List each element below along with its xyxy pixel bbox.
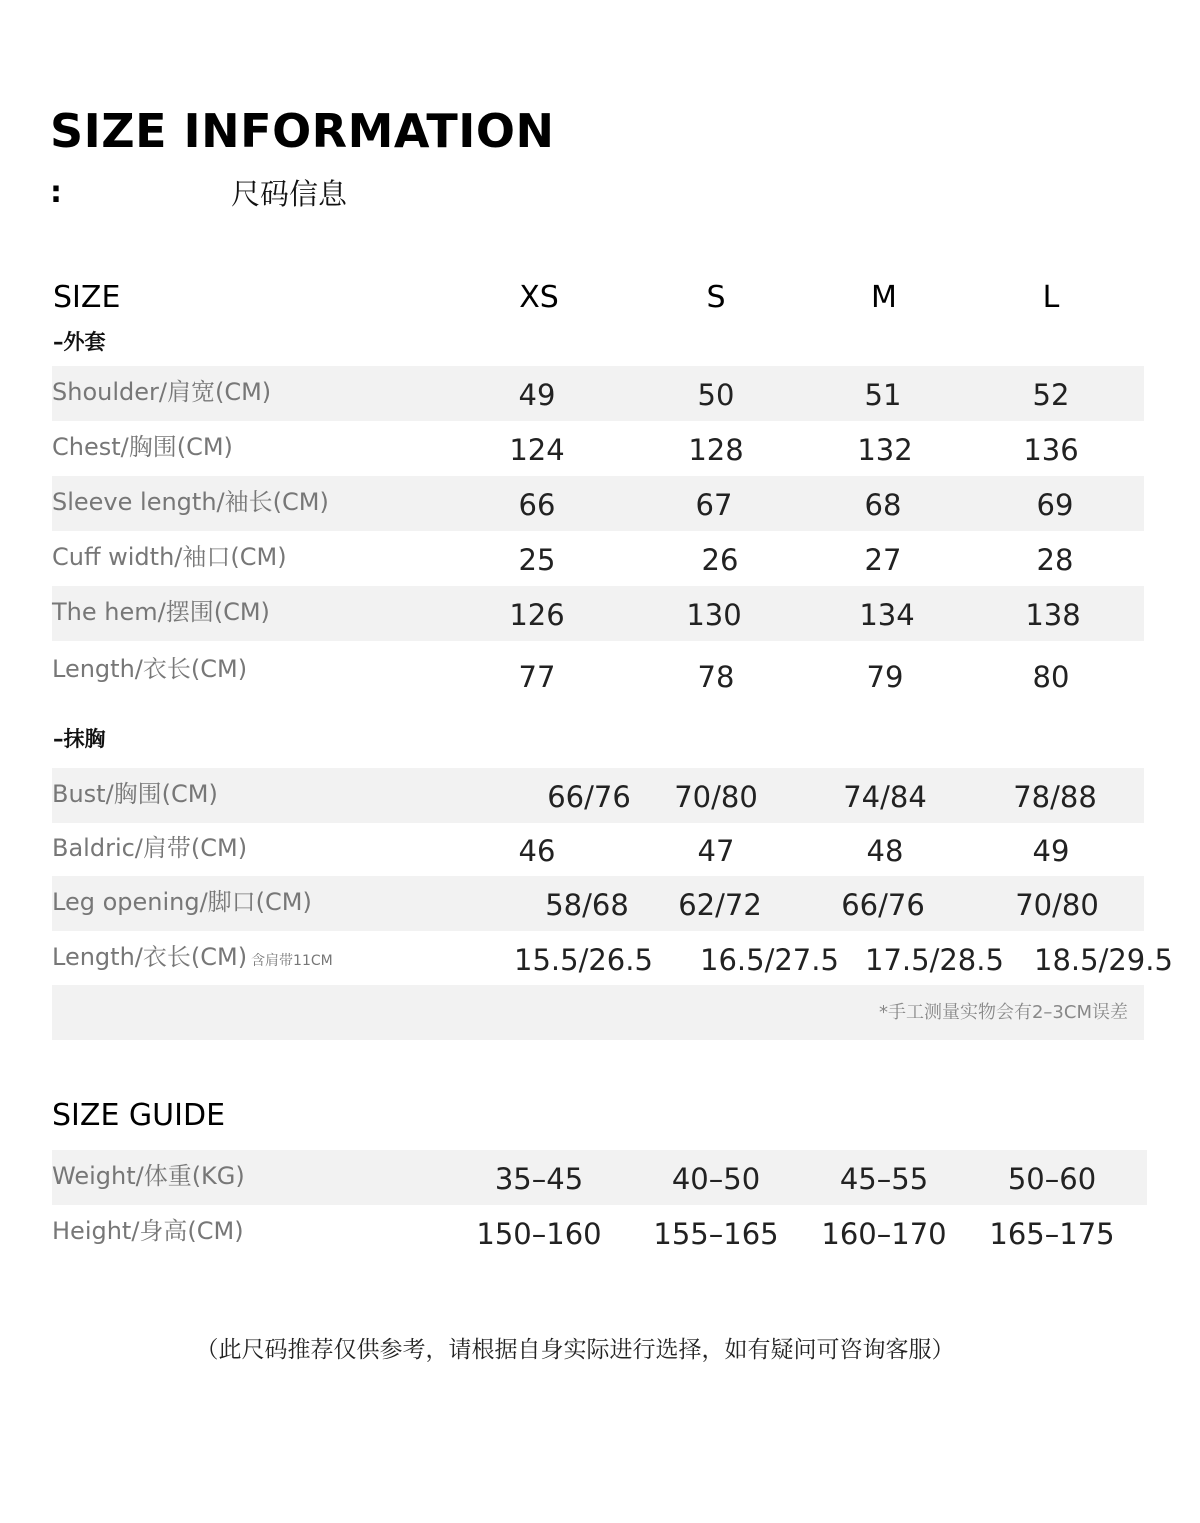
measurement-footnote: *手工测量实物会有2–3CM误差 — [878, 1002, 1128, 1023]
cell-l: 165–175 — [989, 1217, 1115, 1251]
cell-l: 70/80 — [1015, 888, 1099, 922]
table-row — [52, 822, 1144, 877]
table-row — [52, 1205, 1147, 1260]
cell-m: 160–170 — [821, 1217, 947, 1251]
cell-s: 50 — [697, 378, 735, 412]
cell-xs: 15.5/26.5 — [514, 943, 653, 977]
cell-xs: 126 — [509, 598, 565, 632]
cell-m: 132 — [857, 433, 913, 467]
table-row — [52, 643, 1144, 705]
row-label: Leg opening/脚口(CM) — [52, 888, 312, 916]
footnote-row — [52, 985, 1144, 1040]
row-label-note: 含肩带11CM — [251, 953, 333, 969]
table-row — [52, 586, 1144, 641]
cell-l: 138 — [1025, 598, 1081, 632]
row-label: Weight/体重(KG) — [52, 1162, 245, 1190]
cell-xs: 35–45 — [494, 1162, 584, 1196]
cell-m: 17.5/28.5 — [865, 943, 1004, 977]
cell-xs: 77 — [518, 660, 556, 694]
cell-l: 136 — [1023, 433, 1079, 467]
cell-m: 51 — [864, 378, 902, 412]
size-header-label: SIZE — [53, 280, 121, 315]
size-col-l: L — [1042, 280, 1060, 315]
row-label: Shoulder/肩宽(CM) — [52, 378, 272, 406]
row-label: Sleeve length/袖长(CM) — [52, 488, 329, 516]
cell-s: 26 — [701, 543, 739, 577]
size-header-row — [53, 278, 1153, 322]
size-col-xs: XS — [519, 280, 559, 315]
row-label-text: Length/衣长(CM) — [52, 943, 248, 971]
cell-s: 128 — [688, 433, 744, 467]
cell-s: 78 — [697, 660, 735, 694]
cell-s: 47 — [697, 834, 735, 868]
cell-l: 18.5/29.5 — [1034, 943, 1173, 977]
row-label: Height/身高(CM) — [52, 1217, 244, 1245]
cell-xs: 66/76 — [547, 780, 631, 814]
cell-xs: 124 — [509, 433, 565, 467]
size-col-m: M — [871, 280, 897, 315]
row-label: The hem/摆围(CM) — [52, 598, 270, 626]
table-row — [52, 1150, 1147, 1205]
table-row — [52, 531, 1144, 586]
table-row — [52, 366, 1144, 421]
cell-l: 28 — [1036, 543, 1074, 577]
cell-m: 74/84 — [843, 780, 927, 814]
table-row — [52, 421, 1144, 476]
page-title: SIZE INFORMATION — [50, 104, 555, 158]
cell-s: 70/80 — [674, 780, 758, 814]
cell-xs: 46 — [518, 834, 556, 868]
row-label: Cuff width/袖口(CM) — [52, 543, 287, 571]
table-row — [52, 931, 1173, 986]
cell-s: 67 — [695, 488, 733, 522]
cell-m: 45–55 — [839, 1162, 929, 1196]
cell-s: 130 — [686, 598, 742, 632]
cell-m: 27 — [864, 543, 902, 577]
cell-l: 80 — [1032, 660, 1070, 694]
cell-xs: 150–160 — [476, 1217, 602, 1251]
title-colon: : — [50, 175, 62, 210]
cell-l: 49 — [1032, 834, 1070, 868]
cell-s: 62/72 — [678, 888, 762, 922]
cell-xs: 66 — [518, 488, 556, 522]
row-label: Chest/胸围(CM) — [52, 433, 233, 461]
section-label-bandeau: –抹胸 — [53, 727, 106, 751]
cell-s: 155–165 — [653, 1217, 779, 1251]
cell-s: 40–50 — [671, 1162, 761, 1196]
row-label: Baldric/肩带(CM) — [52, 834, 248, 862]
row-label: Length/衣长(CM) — [52, 655, 248, 683]
size-col-s: S — [706, 280, 726, 315]
cell-m: 66/76 — [841, 888, 925, 922]
cell-l: 69 — [1036, 488, 1074, 522]
cell-m: 79 — [866, 660, 904, 694]
disclaimer-text: （此尺码推荐仅供参考，请根据自身实际进行选择，如有疑问可咨询客服） — [195, 1337, 955, 1363]
cell-m: 134 — [859, 598, 915, 632]
section-label-coat: –外套 — [53, 330, 106, 354]
table-row — [52, 876, 1144, 931]
cell-s: 16.5/27.5 — [700, 943, 839, 977]
cell-xs: 25 — [518, 543, 556, 577]
cell-l: 50–60 — [1007, 1162, 1097, 1196]
table-row — [52, 476, 1144, 531]
cell-m: 48 — [866, 834, 904, 868]
cell-l: 52 — [1032, 378, 1070, 412]
size-guide-title: SIZE GUIDE — [52, 1098, 226, 1133]
cell-xs: 49 — [518, 378, 556, 412]
table-row — [52, 768, 1144, 823]
cell-xs: 58/68 — [545, 888, 629, 922]
cell-l: 78/88 — [1013, 780, 1097, 814]
row-label — [52, 931, 333, 986]
cell-m: 68 — [864, 488, 902, 522]
page-subtitle: 尺码信息 — [231, 177, 348, 211]
row-label: Bust/胸围(CM) — [52, 780, 218, 808]
